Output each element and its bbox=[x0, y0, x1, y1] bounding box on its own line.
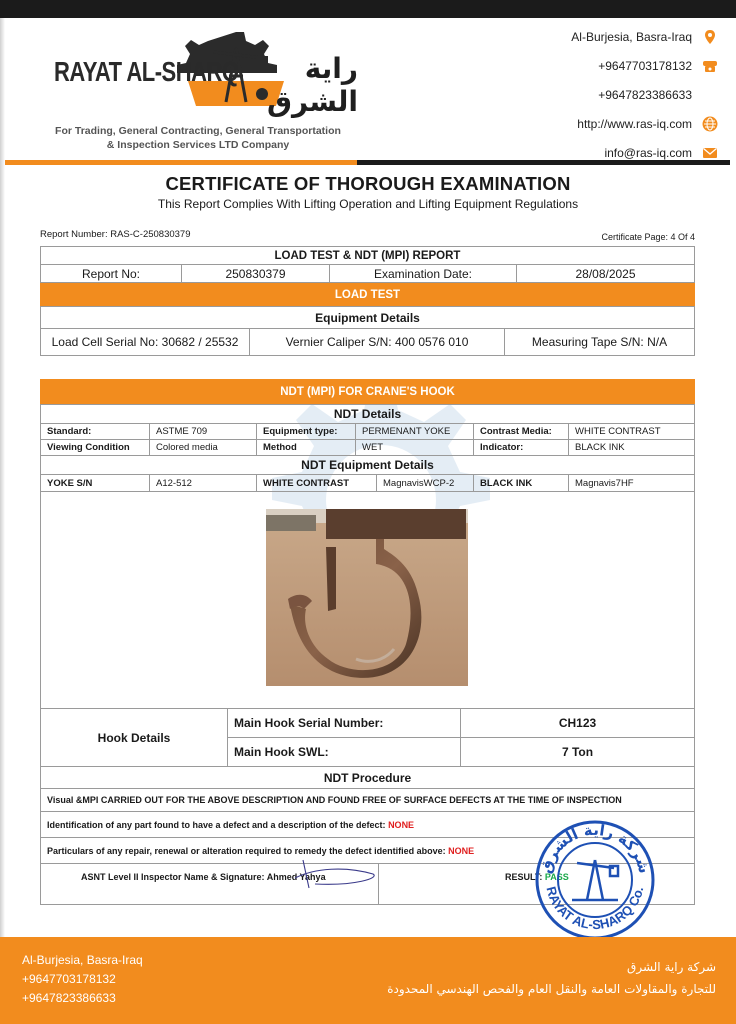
contact-phone-1 bbox=[488, 51, 718, 80]
company-description bbox=[48, 124, 348, 152]
standard-value: ASTME 709 bbox=[149, 423, 257, 440]
inspector-name: ASNT Level II Inspector Name & Signature: Ahmed Yahya bbox=[81, 872, 326, 882]
ndt-details-heading: NDT Details bbox=[40, 404, 695, 424]
contact-block bbox=[488, 22, 718, 167]
main-hook-serial-label: Main Hook Serial Number: bbox=[227, 708, 461, 738]
hook-photo bbox=[266, 509, 468, 686]
signature-scribble-icon bbox=[285, 858, 385, 892]
footer-address: Al-Burjesia, Basra-Iraq bbox=[22, 953, 143, 967]
globe-icon bbox=[702, 116, 718, 132]
standard-label: Standard: bbox=[40, 423, 150, 440]
white-contrast-label: WHITE CONTRAST bbox=[256, 474, 377, 492]
ndt-bar: NDT (MPI) FOR CRANE'S HOOK bbox=[40, 379, 695, 404]
repair-particulars-text: Particulars of any repair, renewal or alteration required to remedy the defect identified above: bbox=[47, 845, 446, 856]
footer-phone-1: +9647703178132 bbox=[22, 972, 116, 986]
contact-phone-2 bbox=[488, 80, 718, 109]
logo-text-english: RAYAT AL-SHARQ bbox=[54, 56, 239, 88]
vernier-caliper-serial: Vernier Caliper S/N: 400 0576 010 bbox=[249, 328, 505, 356]
certificate-page: Certificate Page: 4 Of 4 bbox=[601, 232, 695, 242]
company-line-2: & Inspection Services LTD Company bbox=[106, 139, 290, 151]
stamp-pumpjack-icon bbox=[572, 860, 618, 900]
stamp-english-text: RAYAT AL-SHARQ Co. bbox=[543, 884, 647, 933]
exam-date-value: 28/08/2025 bbox=[516, 264, 695, 283]
equipment-details-heading: Equipment Details bbox=[40, 306, 695, 329]
measuring-tape-serial: Measuring Tape S/N: N/A bbox=[504, 328, 695, 356]
contact-website bbox=[488, 109, 718, 138]
ndt-equipment-heading: NDT Equipment Details bbox=[40, 455, 695, 475]
report-no-value: 250830379 bbox=[181, 264, 330, 283]
method-value: WET bbox=[355, 439, 474, 456]
white-contrast-value: MagnavisWCP-2 bbox=[376, 474, 474, 492]
main-hook-swl-value: 7 Ton bbox=[460, 737, 695, 767]
contrast-media-value: WHITE CONTRAST bbox=[568, 423, 695, 440]
footer-arabic-name: شركة راية الشرق bbox=[627, 960, 716, 974]
logo-text-arabic: راية الشرق bbox=[266, 52, 358, 118]
ndt-procedure-heading: NDT Procedure bbox=[40, 766, 695, 789]
mail-icon bbox=[702, 145, 718, 161]
equipment-type-label: Equipment type: bbox=[256, 423, 356, 440]
company-stamp bbox=[532, 818, 658, 940]
load-cell-serial: Load Cell Serial No: 30682 / 25532 bbox=[40, 328, 250, 356]
main-hook-swl-label: Main Hook SWL: bbox=[227, 737, 461, 767]
contact-address-text: Al-Burjesia, Basra-Iraq bbox=[571, 29, 692, 44]
contact-phone-1-text: +9647703178132 bbox=[598, 58, 692, 73]
top-border bbox=[0, 0, 736, 18]
yoke-value: A12-512 bbox=[149, 474, 257, 492]
indicator-value: BLACK INK bbox=[568, 439, 695, 456]
header-divider-black bbox=[357, 160, 730, 165]
contact-email-text: info@ras-iq.com bbox=[604, 145, 692, 160]
crane-hook-image bbox=[266, 509, 468, 686]
hook-details-label: Hook Details bbox=[40, 708, 228, 767]
result-value: PASS bbox=[544, 872, 569, 882]
viewing-condition-label: Viewing Condition bbox=[40, 439, 150, 456]
contact-phone-2-text: +9647823386633 bbox=[598, 87, 692, 102]
repair-particulars-value: NONE bbox=[448, 845, 475, 856]
yoke-label: YOKE S/N bbox=[40, 474, 150, 492]
footer-phone-2: +9647823386633 bbox=[22, 991, 116, 1005]
main-hook-serial-value: CH123 bbox=[460, 708, 695, 738]
contact-address bbox=[488, 22, 718, 51]
header-divider-orange bbox=[5, 160, 357, 165]
indicator-label: Indicator: bbox=[473, 439, 569, 456]
report-heading: LOAD TEST & NDT (MPI) REPORT bbox=[40, 246, 695, 265]
footer-bar bbox=[0, 937, 736, 1024]
report-no-label: Report No: bbox=[40, 264, 182, 283]
viewing-condition-value: Colored media bbox=[149, 439, 257, 456]
page-edge bbox=[0, 18, 5, 1024]
black-ink-value: Magnavis7HF bbox=[568, 474, 695, 492]
defect-identification-text: Identification of any part found to have a defect and a description of the defect: bbox=[47, 819, 386, 830]
phone-icon-spacer bbox=[702, 87, 718, 103]
certificate-title: CERTIFICATE OF THOROUGH EXAMINATION bbox=[165, 173, 571, 194]
contact-website-text: http://www.ras-iq.com bbox=[577, 116, 692, 131]
result-label: RESULT: bbox=[505, 872, 543, 882]
equipment-type-value: PERMENANT YOKE bbox=[355, 423, 474, 440]
defect-identification-value: NONE bbox=[388, 819, 415, 830]
footer-contact bbox=[22, 951, 143, 1008]
location-pin-icon bbox=[702, 29, 718, 45]
exam-date-label: Examination Date: bbox=[329, 264, 517, 283]
footer-arabic bbox=[387, 956, 716, 1000]
method-label: Method bbox=[256, 439, 356, 456]
procedure-line-1: Visual &MPI CARRIED OUT FOR THE ABOVE DESCRIPTION AND FOUND FREE OF SURFACE DEFECTS AT THE TIME OF INSPECTION bbox=[40, 788, 695, 812]
contrast-media-label: Contrast Media: bbox=[473, 423, 569, 440]
load-test-bar: LOAD TEST bbox=[40, 283, 695, 307]
company-logo bbox=[48, 26, 358, 156]
black-ink-label: BLACK INK bbox=[473, 474, 569, 492]
company-line-1: For Trading, General Contracting, General Transportation bbox=[55, 125, 341, 137]
phone-icon bbox=[702, 58, 718, 74]
stamp-arabic-text: شركة راية الشرق bbox=[536, 820, 654, 876]
report-number: Report Number: RAS-C-250830379 bbox=[40, 229, 191, 240]
certificate-subtitle: This Report Complies With Lifting Operation and Lifting Equipment Regulations bbox=[157, 197, 579, 211]
footer-arabic-description: للتجارة والمقاولات العامة والنقل العام والفحص الهندسي المحدودة bbox=[387, 982, 716, 996]
